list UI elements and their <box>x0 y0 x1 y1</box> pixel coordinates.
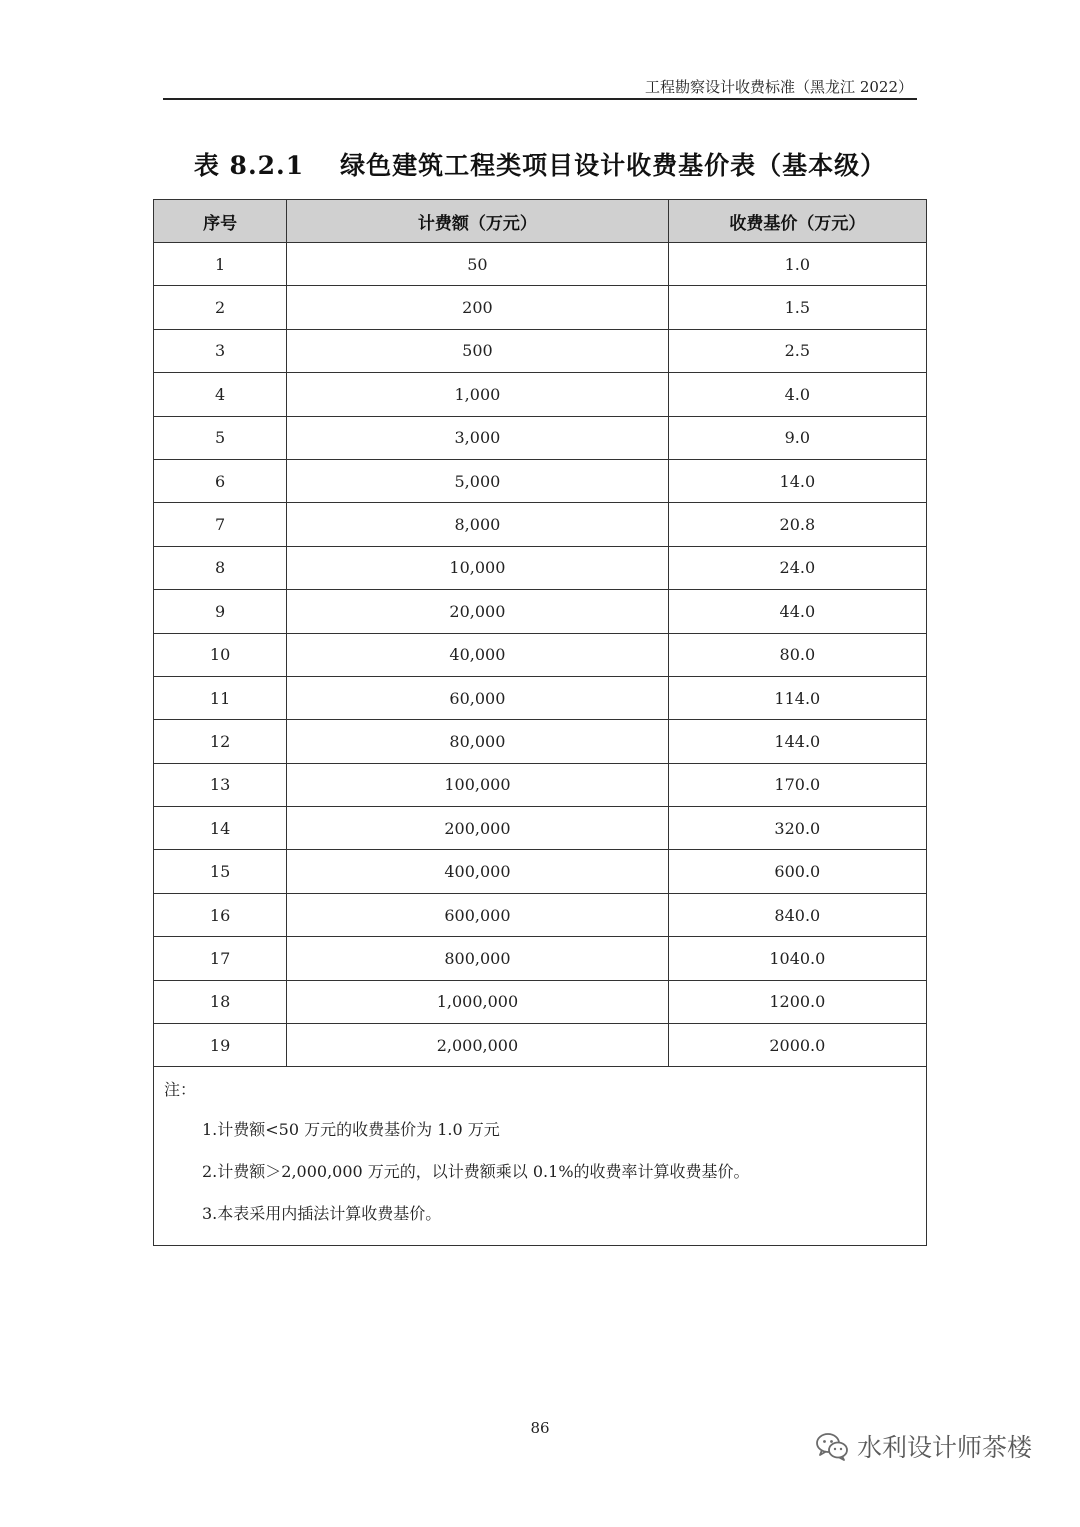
table-row <box>154 807 927 850</box>
table-row <box>154 937 927 980</box>
cell-fee-amount: 1,000,000 <box>287 980 668 1023</box>
table-row <box>154 676 927 719</box>
cell-fee-amount: 60,000 <box>287 676 668 719</box>
cell-base-price: 1200.0 <box>668 980 926 1023</box>
cell-base-price: 24.0 <box>668 546 926 589</box>
cell-base-price: 600.0 <box>668 850 926 893</box>
table-row <box>154 763 927 806</box>
table-row <box>154 1024 927 1067</box>
watermark-text: 水利设计师茶楼 <box>857 1433 1033 1462</box>
fee-table <box>153 199 927 1246</box>
cell-fee-amount: 50 <box>287 243 668 286</box>
table-row <box>154 286 927 329</box>
cell-serial: 8 <box>154 546 287 589</box>
cell-fee-amount: 600,000 <box>287 893 668 936</box>
table-row <box>154 243 927 286</box>
cell-base-price: 144.0 <box>668 720 926 763</box>
cell-base-price: 9.0 <box>668 416 926 459</box>
cell-base-price: 14.0 <box>668 459 926 502</box>
cell-fee-amount: 20,000 <box>287 590 668 633</box>
cell-serial: 14 <box>154 807 287 850</box>
cell-serial: 1 <box>154 243 287 286</box>
cell-serial: 19 <box>154 1024 287 1067</box>
cell-fee-amount: 800,000 <box>287 937 668 980</box>
table-row <box>154 590 927 633</box>
table-title-text: 绿色建筑工程类项目设计收费基价表（基本级） <box>340 151 887 180</box>
cell-base-price: 80.0 <box>668 633 926 676</box>
table-row <box>154 416 927 459</box>
table-row <box>154 546 927 589</box>
cell-fee-amount: 200 <box>287 286 668 329</box>
cell-serial: 18 <box>154 980 287 1023</box>
wechat-icon <box>815 1431 849 1461</box>
note-item: 2.计费额＞2,000,000 万元的，以计费额乘以 0.1%的收费率计算收费基价。 <box>202 1162 750 1182</box>
cell-base-price: 2.5 <box>668 329 926 372</box>
notes-row <box>154 1067 927 1246</box>
cell-fee-amount: 500 <box>287 329 668 372</box>
cell-fee-amount: 10,000 <box>287 546 668 589</box>
page-number: 86 <box>530 1419 550 1437</box>
cell-fee-amount: 8,000 <box>287 503 668 546</box>
cell-base-price: 20.8 <box>668 503 926 546</box>
cell-serial: 5 <box>154 416 287 459</box>
notes-label: 注： <box>164 1080 197 1100</box>
cell-serial: 11 <box>154 676 287 719</box>
notes-cell <box>154 1067 927 1246</box>
cell-base-price: 1.0 <box>668 243 926 286</box>
table-row <box>154 329 927 372</box>
table-row <box>154 373 927 416</box>
table-row <box>154 980 927 1023</box>
cell-serial: 16 <box>154 893 287 936</box>
table-row <box>154 850 927 893</box>
running-header <box>163 76 917 100</box>
table-row <box>154 503 927 546</box>
cell-serial: 7 <box>154 503 287 546</box>
cell-serial: 2 <box>154 286 287 329</box>
header-fee-amount: 计费额（万元） <box>287 200 668 243</box>
table-row <box>154 459 927 502</box>
cell-fee-amount: 40,000 <box>287 633 668 676</box>
cell-base-price: 1040.0 <box>668 937 926 980</box>
table-title <box>150 146 930 182</box>
note-item: 3.本表采用内插法计算收费基价。 <box>202 1204 442 1224</box>
table-row <box>154 633 927 676</box>
cell-serial: 6 <box>154 459 287 502</box>
cell-serial: 4 <box>154 373 287 416</box>
note-item: 1.计费额<50 万元的收费基价为 1.0 万元 <box>202 1120 500 1140</box>
cell-serial: 9 <box>154 590 287 633</box>
table-row <box>154 893 927 936</box>
cell-serial: 10 <box>154 633 287 676</box>
cell-base-price: 840.0 <box>668 893 926 936</box>
cell-base-price: 44.0 <box>668 590 926 633</box>
cell-serial: 12 <box>154 720 287 763</box>
cell-fee-amount: 3,000 <box>287 416 668 459</box>
header-base-price: 收费基价（万元） <box>668 200 926 243</box>
cell-base-price: 1.5 <box>668 286 926 329</box>
header-serial: 序号 <box>154 200 287 243</box>
cell-serial: 3 <box>154 329 287 372</box>
cell-fee-amount: 1,000 <box>287 373 668 416</box>
cell-base-price: 4.0 <box>668 373 926 416</box>
watermark <box>815 1426 1032 1466</box>
cell-serial: 13 <box>154 763 287 806</box>
cell-base-price: 2000.0 <box>668 1024 926 1067</box>
cell-serial: 15 <box>154 850 287 893</box>
cell-fee-amount: 200,000 <box>287 807 668 850</box>
cell-fee-amount: 80,000 <box>287 720 668 763</box>
cell-fee-amount: 400,000 <box>287 850 668 893</box>
cell-base-price: 170.0 <box>668 763 926 806</box>
cell-base-price: 114.0 <box>668 676 926 719</box>
cell-fee-amount: 100,000 <box>287 763 668 806</box>
table-row <box>154 720 927 763</box>
cell-serial: 17 <box>154 937 287 980</box>
cell-base-price: 320.0 <box>668 807 926 850</box>
table-number: 表 8.2.1 <box>193 151 305 180</box>
table-header-row <box>154 200 927 243</box>
cell-fee-amount: 5,000 <box>287 459 668 502</box>
running-header-title: 工程勘察设计收费标准（黑龙江 2022） <box>645 78 913 96</box>
cell-fee-amount: 2,000,000 <box>287 1024 668 1067</box>
